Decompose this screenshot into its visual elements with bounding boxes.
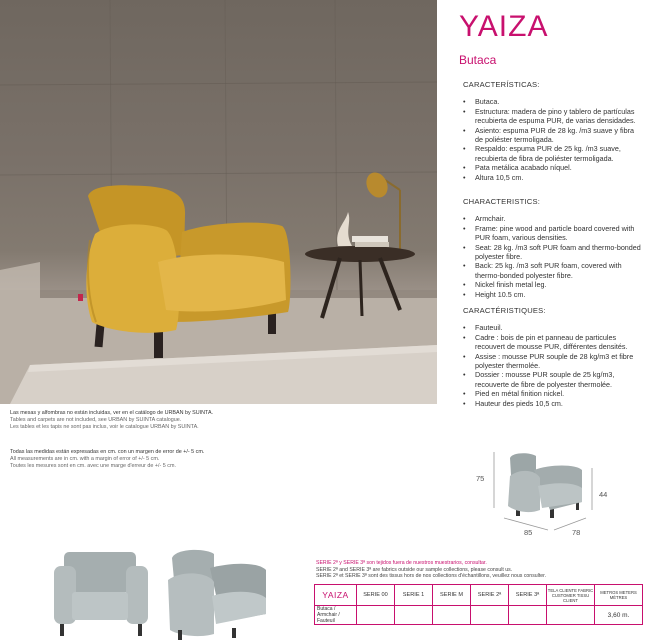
price-table [314,584,643,625]
header-cell: SERIE M [433,585,471,606]
fabric-note-line: SERIE 2ª et SERIE 3ª sont des tissus hors de nos collections d'échantillons, veuillez nous consulter. [316,573,547,580]
spec-item: • Hauteur des pieds 10,5 cm. [463,399,643,408]
spec-item: • Butaca. [463,97,643,106]
header-cell: SERIE 00 [357,585,395,606]
note-line: Les tables et les tapis ne sont pas inclus, voir le catalogue URBAN by SUINTA. [10,424,199,431]
price-cell [547,606,595,625]
specs-heading: CARACTERÍSTICAS: [463,80,540,89]
spec-item: • Cadre : bois de pin et panneau de particules recouvert de mousse PUR, différentes densités. [463,333,643,352]
spec-item: • Pied en métal finition nickel. [463,389,643,398]
spec-item: • Assise : mousse PUR souple de 28 kg/m3 et fibre polyester thermolée. [463,352,643,371]
spec-item: • Armchair. [463,214,643,223]
customer-fabric-header: TELA CLIENTE FABRIC CUSTOMER TISSU CLIENT [547,585,595,606]
model-name-cell: YAIZA [315,585,357,606]
meters-value-cell: 3,60 m. [595,606,643,625]
header-cell: SERIE 2ª [471,585,509,606]
price-cell [433,606,471,625]
price-cell [509,606,547,625]
product-photo [0,0,437,404]
spec-item: • Back: 25 kg. /m3 soft PUR foam, covered with thermo-bonded polyester fibre. [463,261,643,280]
armchair-front-view [54,552,148,636]
measurements-disclaimer [10,449,204,471]
armchair-scene-illustration [0,0,437,404]
spec-item: • Seat: 28 kg. /m3 soft PUR foam and thermo-bonded polyester fibre. [463,243,643,262]
spec-item: • Asiento: espuma PUR de 28 kg. /m3 suave y fibra de poliéster termoligada. [463,126,643,145]
header-cell: SERIE 3ª [509,585,547,606]
spec-item: • Pata metálica acabado níquel. [463,163,643,172]
tables-disclaimer [10,410,213,432]
product-title: YAIZA [459,10,549,43]
dimension-height: 75 [476,474,485,483]
fabric-note-line: SERIE 2ª y SERIE 3ª son tejidos fuera de nuestros muestrarios, consultar. [316,560,487,566]
note-line: All measurements are in cm. with a margin of error of +/- 5 cm. [10,456,160,463]
header-cell: SERIE 1 [395,585,433,606]
spec-item: • Height 10.5 cm. [463,290,643,299]
specs-heading: CHARACTERISTICS: [463,197,541,206]
price-cell [471,606,509,625]
spec-item: • Nickel finish metal leg. [463,280,643,289]
product-subtitle: Butaca [459,53,497,67]
note-line: Tables and carpets are not included, see URBAN by SUINTA catalogue. [10,417,182,424]
dimension-seat-height: 44 [599,490,608,499]
spec-item: • Estructura: madera de pino y tablero de partículas recubierta de espuma PUR, de varias densidades. [463,107,643,126]
specs-spanish [463,80,643,182]
row-label-cell: Butaca / Armchair / Fauteuil [315,606,357,625]
armchair-views [0,540,300,640]
specs-heading: CARACTÉRISTIQUES: [463,306,546,315]
meters-header: METROS METERS MÈTRES [595,585,643,606]
fabric-note-line: SERIE 2ª and SERIE 3ª are fabrics outside our sample collections, please consult us. [316,566,513,573]
fabric-notes [316,560,546,580]
spec-item: • Dossier : mousse PUR souple de 25 kg/m3, recouverte de fibre de polyester thermolée. [463,370,643,389]
spec-item: • Respaldo: espuma PUR de 25 kg. /m3 suave, recubierta de fibra de poliéster termoligada. [463,144,643,163]
spec-item: • Fauteuil. [463,323,643,332]
specs-english [463,197,643,299]
armchair-side-view [168,550,266,640]
dimension-diagram [490,448,600,538]
note-line: Las mesas y alfombras no están incluidas, ver en el catálogo de URBAN by SUINTA. [10,410,214,416]
price-cell [357,606,395,625]
dimension-width: 85 [524,528,533,537]
spec-item: • Altura 10,5 cm. [463,173,643,182]
price-cell [395,606,433,625]
spec-item: • Frame: pine wood and particle board covered with PUR foam, various densities. [463,224,643,243]
dimension-depth: 78 [572,528,581,537]
note-line: Todas las medidas están expresadas en cm. con un margen de error de +/- 5 cm. [10,449,205,455]
note-line: Toutes les mesures sont en cm. avec une marge d'erreur de +/- 5 cm. [10,463,176,470]
specs-french [463,306,643,408]
